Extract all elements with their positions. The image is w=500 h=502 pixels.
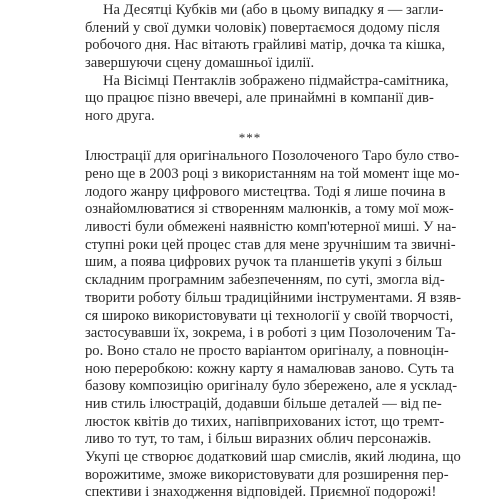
text-line: Ілюстрації для оригінального Позолоченого Таро було ство- bbox=[85, 148, 460, 165]
text-line: ливості були обмежені наявністю комп'ютерної миші. У на- bbox=[85, 219, 457, 236]
text-line: нив стиль ілюстрацій, додавши більше деталей — від пе- bbox=[85, 395, 442, 412]
text-line: що працює пізно ввечері, але принаймні в компанії див- bbox=[85, 90, 434, 107]
text-line: ознайомлюватися зі створенням малюнків, а тому мої мож- bbox=[85, 201, 454, 218]
text-line: творити роботу більш традиційними інструментами. Я взяв- bbox=[85, 289, 462, 306]
text-line: блений у свої думки чоловік) повертаємося додому після bbox=[85, 19, 440, 36]
text-line: Укупі це створює додатковий шар смислів, який людина, що bbox=[85, 448, 461, 465]
text-line: шим, а поява цифрових ручок та планшетів укупі з більш bbox=[85, 254, 442, 271]
text-line: робочого дня. Нас вітають грайливі матір, дочка та кішка, bbox=[85, 37, 446, 54]
text-line: ро. Воно стало не просто варіантом оригіналу, а повноцін- bbox=[85, 342, 449, 359]
text-line: ворожитиме, зможе використовувати для розширення пер- bbox=[85, 466, 449, 483]
text-line: ливо то тут, то там, і більш виразних облич персонажів. bbox=[85, 431, 432, 448]
text-line: ступні роки цей процес став для мене зручнішим та звичні- bbox=[85, 236, 456, 253]
text-line: рено ще в 2003 році з використанням на той момент іще мо- bbox=[85, 166, 460, 183]
text-line: завершуючи сцену домашньої ідилії. bbox=[85, 55, 315, 72]
text-line: ною переробкою: кожну карту я намалював заново. Суть та bbox=[85, 360, 455, 377]
text-line: На Десятці Кубків ми (або в цьому випадку я — загли- bbox=[103, 2, 444, 18]
text-line: люсток квітів до тихих, напівприхованих істот, що тремт- bbox=[85, 413, 445, 430]
text-line: базову композицію оригіналу було збережено, але я усклад- bbox=[85, 378, 458, 395]
text-line: ного друга. bbox=[85, 108, 155, 125]
section-separator: *** bbox=[238, 129, 262, 145]
text-line: лодого жанру цифрового мистецтва. Тоді я лише почина в bbox=[85, 183, 446, 200]
text-line: спективи і знаходження відповідей. Приємної подорожі! bbox=[85, 484, 437, 501]
text-line: На Вісімці Пентаклів зображено підмайстра-самітника, bbox=[103, 72, 449, 89]
text-line: складним програмним забезпеченням, по суті, змогла від- bbox=[85, 272, 445, 289]
text-line: застосувавши їх, зокрема, і в роботі з цим Позолоченим Та- bbox=[85, 325, 456, 342]
text-line: ся широко використовувати ці технології у своїй творчості, bbox=[85, 307, 454, 324]
